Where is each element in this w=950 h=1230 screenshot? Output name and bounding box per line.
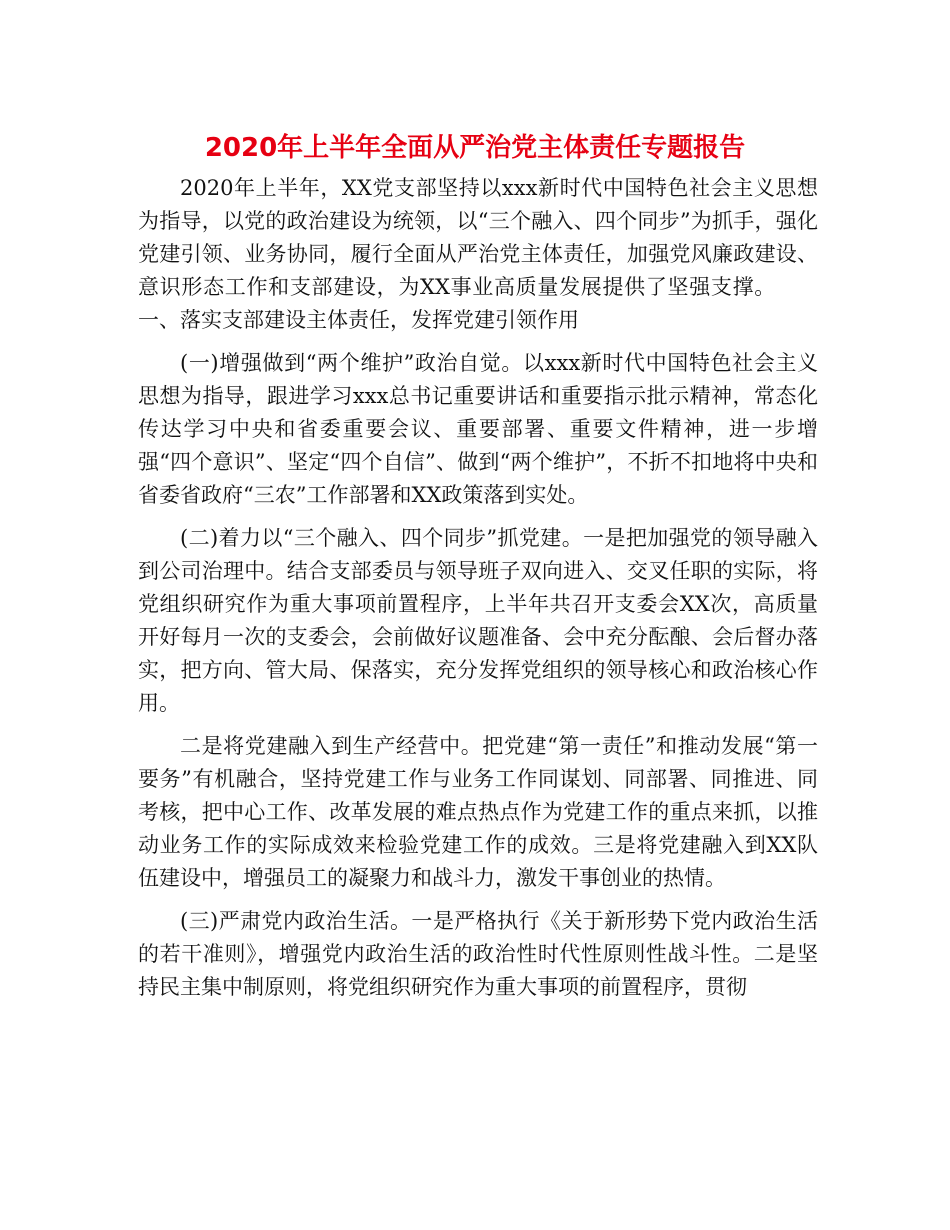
document-body [138,172,818,1004]
paragraph-section-1-2: (二)着力以“三个融入、四个同步”抓党建。一是把加强党的领导融入到公司治理中。结合支部委员与领导班子双向进入、交叉任职的实际，将党组织研究作为重大事项前置程序，上半年共召开支委会XX次，高质量开好每月一次的支委会，会前做好议题准备、会中充分酝酿、会后督办落实，把方向、管大局、保落实，充分发挥党组织的领导核心和政治核心作用。 [138,526,818,715]
paragraph-intro-text: 2020年上半年，XX党支部坚持以xxx新时代中国特色社会主义思想为指导，以党的政治建设为统领，以“三个融入、四个同步”为抓手，强化党建引领、业务协同，履行全面从严治党主体责任，加强党风廉政建设、意识形态工作和支部建设，为XX事业高质量发展提供了坚强支撑。 [138,176,818,299]
paragraph-section-1-3: (三)严肃党内政治生活。一是严格执行《关于新形势下党内政治生活的若干准则》，增强党内政治生活的政治性时代性原则性战斗性。二是坚持民主集中制原则，将党组织研究作为重大事项的前置程序，贯彻 [138,909,818,999]
section-heading-1: 一、落实支部建设主体责任，发挥党建引领作用 [138,308,579,332]
paragraph-section-1-1: (一)增强做到“两个维护”政治自觉。以xxx新时代中国特色社会主义思想为指导，跟进学习xxx总书记重要讲话和重要指示批示精神，常态化传达学习中央和省委重要会议、重要部署、重要文件精神，进一步增强“四个意识”、坚定“四个自信”、做到“两个维护”，不折不扣地将中央和省委省政府“三农”工作部署和XX政策落到实处。 [138,351,818,507]
document-title: 2020年上半年全面从严治党主体责任专题报告 [204,133,746,163]
paragraph-section-1-2-continued: 二是将党建融入到生产经营中。把党建“第一责任”和推动发展“第一要务”有机融合，坚持党建工作与业务工作同谋划、同部署、同推进、同考核，把中心工作、改革发展的难点热点作为党建工作的重点来抓，以推动业务工作的实际成效来检验党建工作的成效。三是将党建融入到XX队伍建设中，增强员工的凝聚力和战斗力，激发干事创业的热情。 [138,734,818,890]
paragraph-intro [138,172,818,337]
